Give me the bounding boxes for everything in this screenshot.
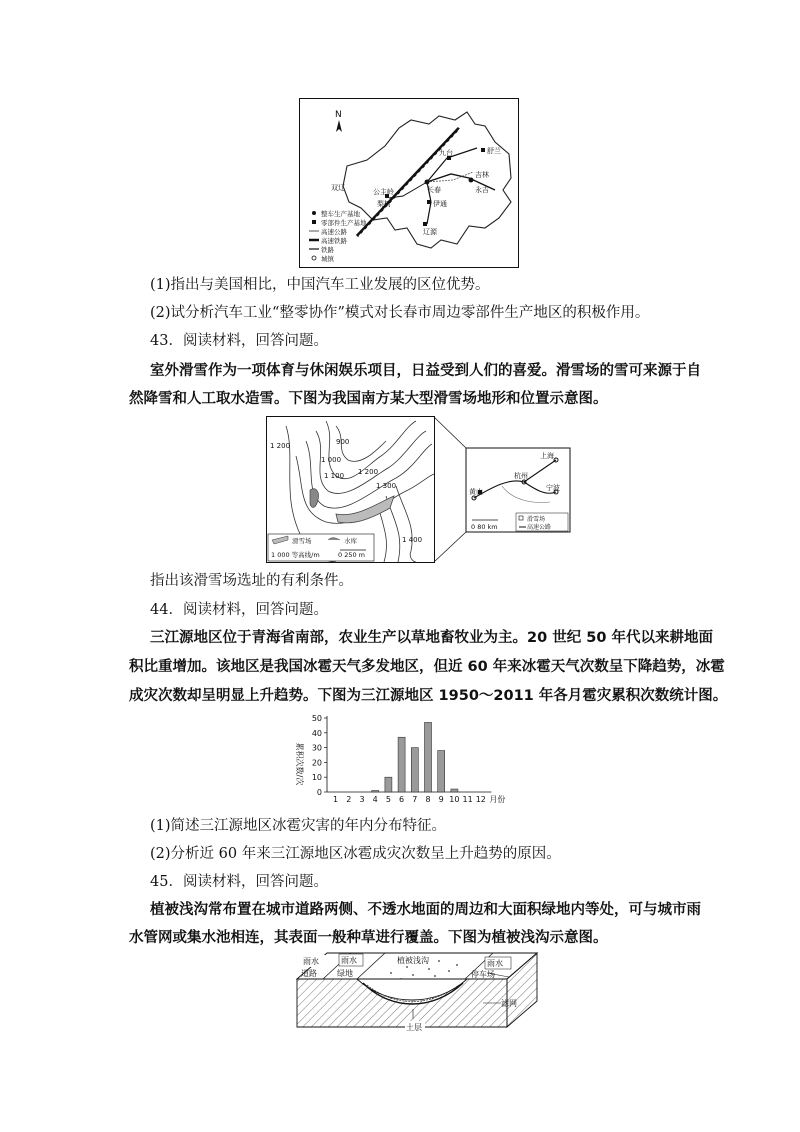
label-swale: 植被浅沟: [397, 956, 429, 965]
q44-material-line3: 成灾次数却呈明显上升趋势。下图为三江源地区 1950～2011 年各月雹灾累积次数统计图。: [129, 688, 728, 704]
x-tick-label: 3: [359, 795, 365, 804]
legend-vehicle-base: 整车生产基地: [321, 210, 360, 218]
inset-ningbo: 宁波: [546, 484, 560, 492]
place-yitong: 伊通: [433, 200, 447, 208]
label-road: 道路: [301, 969, 317, 978]
x-tick-label: 6: [399, 795, 405, 804]
q43-question: 指出该滑雪场选址的有利条件。: [150, 573, 353, 589]
q43-material-line2: 然降雪和人工取水造雪。下图为我国南方某大型滑雪场地形和位置示意图。: [129, 391, 608, 407]
place-liaoyuan: 辽源: [423, 228, 437, 236]
label-filter-net: 滤网: [501, 999, 517, 1008]
q44-material-line2: 积比重增加。该地区是我国冰雹天气多发地区，但近 60 年来冰雹天气次数呈下降趋势，冰雹: [129, 659, 725, 675]
bar-month-5: [385, 777, 392, 792]
place-shuangliao: 双辽: [331, 184, 345, 192]
q42-sub2: (2)试分析汽车工业“整零协作”模式对长春市周边零部件生产地区的积极作用。: [150, 305, 650, 321]
ski-resort-map-figure: [266, 416, 572, 563]
contour-1400: 1 400: [402, 536, 423, 544]
x-axis-suffix: 月份: [489, 795, 506, 804]
inset-hangzhou: 杭州: [514, 472, 528, 480]
bar-month-10: [451, 789, 458, 792]
label-soil-layer: 土层: [406, 1023, 422, 1032]
label-green-land: 绿地: [337, 969, 353, 978]
q44-heading: 44．阅读材料，回答问题。: [150, 602, 328, 618]
place-changchun: 长春: [427, 186, 441, 194]
inset-scale: 0 80 km: [471, 523, 498, 531]
legend-railway: 铁路: [321, 246, 334, 254]
x-tick-label: 7: [412, 795, 418, 804]
x-tick-label: 1: [333, 795, 339, 804]
x-tick-label: 9: [438, 795, 444, 804]
q44-sub2: (2)分析近 60 年来三江源地区冰雹成灾次数呈上升趋势的原因。: [150, 846, 561, 862]
y-tick-label: 50: [311, 714, 322, 723]
legend-parts-base: 零部件生产基地: [321, 219, 367, 227]
inset-legend-road: 高速公路: [527, 524, 552, 531]
place-lishu: 梨树: [377, 200, 391, 208]
bar-month-4: [372, 791, 379, 792]
place-yongji: 永吉: [475, 186, 489, 194]
swale-diagram-figure: [287, 949, 543, 1034]
north-label: N: [335, 110, 342, 120]
q45-material-line2: 水管网或集水池相连，其表面一般种草进行覆盖。下图为植被浅沟示意图。: [129, 930, 608, 946]
y-tick-label: 10: [311, 773, 322, 783]
q44-sub1: (1)简述三江源地区冰雹灾害的年内分布特征。: [150, 818, 447, 834]
bar-month-7: [411, 748, 418, 792]
legend-town: 城镇: [321, 255, 334, 263]
legend-reservoir: 水库: [344, 537, 357, 545]
place-jiutai: 九台: [439, 149, 453, 157]
inset-huangshan: 黄山: [469, 488, 483, 496]
x-tick-label: 10: [449, 795, 460, 804]
label-parking: 停车场: [471, 970, 495, 979]
x-tick-label: 12: [475, 795, 486, 804]
x-tick-label: 4: [372, 795, 378, 804]
label-rain-green: 雨水: [341, 956, 357, 965]
contour-1200a: 1 200: [270, 442, 291, 450]
changchun-map-figure: [299, 98, 519, 268]
label-rain-road: 雨水: [303, 957, 319, 966]
chart-ylabel: 累积次数/次: [295, 742, 304, 786]
legend-ski-resort: 滑雪场: [292, 537, 312, 545]
contour-900: 900: [336, 438, 350, 446]
bar-month-8: [425, 722, 432, 792]
contour-1000: 1 000: [321, 456, 342, 464]
bar-month-9: [438, 751, 445, 792]
legend-scale: 0 250 m: [338, 551, 366, 559]
legend-contour: 1 000 等高线/m: [271, 551, 320, 559]
y-tick-label: 30: [311, 743, 322, 753]
y-tick-label: 40: [311, 728, 322, 738]
legend-hsr: 高速铁路: [321, 237, 347, 245]
contour-1300: 1 300: [376, 482, 397, 490]
y-tick-label: 20: [311, 758, 322, 768]
x-tick-label: 2: [346, 795, 352, 804]
inset-legend-ski: 滑雪场: [527, 516, 546, 523]
hail-chart-figure: [285, 712, 545, 812]
q44-material-line1: 三江源地区位于青海省南部，农业生产以草地畜牧业为主。20 世纪 50 年代以来耕地面: [150, 630, 713, 646]
contour-1200b: 1 200: [358, 468, 379, 476]
place-gongzhuling: 公主岭: [373, 188, 394, 196]
x-tick-label: 5: [385, 795, 391, 804]
q45-heading: 45．阅读材料，回答问题。: [150, 874, 328, 890]
contour-1100: 1 100: [324, 472, 345, 480]
q43-material-line1: 室外滑雪作为一项体育与休闲娱乐项目，日益受到人们的喜爱。滑雪场的雪可来源于自: [150, 363, 701, 379]
label-rain-parking: 雨水: [487, 959, 503, 968]
inset-shanghai: 上海: [540, 452, 554, 460]
legend-highway: 高速公路: [321, 228, 347, 236]
x-tick-label: 8: [425, 795, 431, 804]
place-jilin: 吉林: [475, 171, 489, 179]
q42-sub1: (1)指出与美国相比，中国汽车工业发展的区位优势。: [150, 277, 490, 293]
q45-material-line1: 植被浅沟常布置在城市道路两侧、不透水地面的周边和大面积绿地内等处，可与城市雨: [150, 902, 701, 918]
y-tick-label: 0: [316, 788, 322, 797]
x-tick-label: 11: [462, 795, 473, 804]
q43-heading: 43．阅读材料，回答问题。: [150, 333, 328, 349]
bar-month-6: [398, 737, 405, 792]
place-shulan: 舒兰: [487, 147, 501, 155]
